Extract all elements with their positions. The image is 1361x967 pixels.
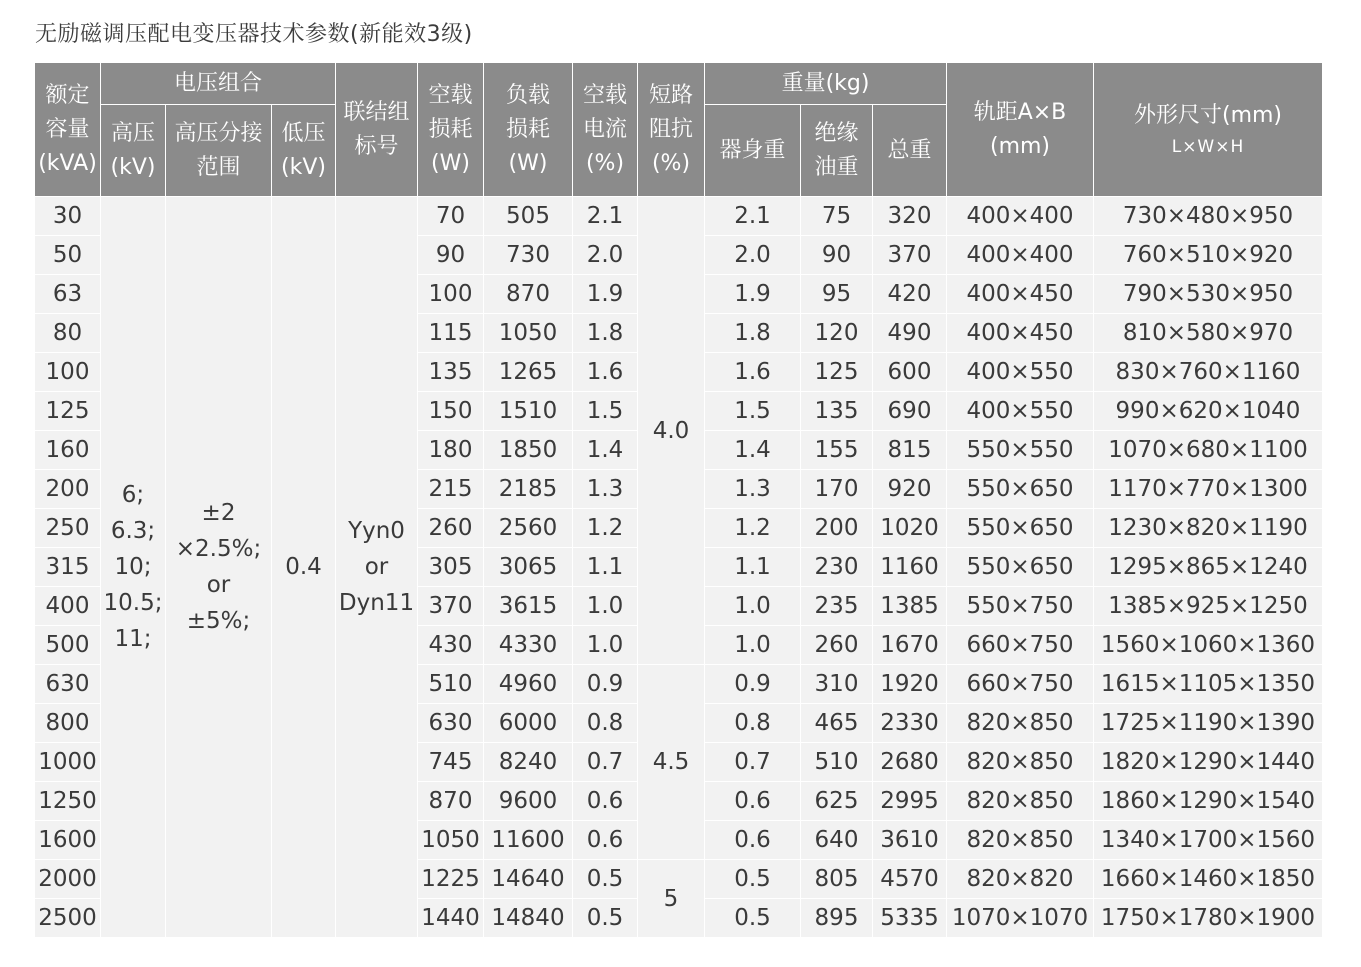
- cell-load-loss: 14640: [484, 860, 573, 899]
- cell-oil-weight: 200: [801, 509, 873, 548]
- cell-capacity: 2500: [35, 899, 101, 938]
- cell-gauge: 820×850: [947, 782, 1094, 821]
- cell-capacity: 250: [35, 509, 101, 548]
- cell-no-load-loss: 180: [418, 431, 484, 470]
- cell-gauge: 820×850: [947, 743, 1094, 782]
- cell-total-weight: 4570: [873, 860, 947, 899]
- cell-no-load-current: 1.3: [573, 470, 638, 509]
- cell-load-loss: 3065: [484, 548, 573, 587]
- cell-impedance: 5: [638, 860, 705, 938]
- cell-no-load-current: 0.6: [573, 782, 638, 821]
- cell-load-loss: 730: [484, 236, 573, 275]
- cell-body-weight: 1.0: [705, 587, 801, 626]
- cell-dimensions: 1820×1290×1440: [1094, 743, 1323, 782]
- header-body-weight: 器身重: [705, 105, 801, 197]
- page-title: 无励磁调压配电变压器技术参数(新能效3级): [35, 22, 473, 47]
- cell-oil-weight: 95: [801, 275, 873, 314]
- cell-no-load-current: 1.8: [573, 314, 638, 353]
- header-lv: 低压 (kV): [272, 105, 336, 197]
- cell-no-load-loss: 260: [418, 509, 484, 548]
- cell-gauge: 660×750: [947, 626, 1094, 665]
- cell-oil-weight: 510: [801, 743, 873, 782]
- cell-hv: 6; 6.3; 10; 10.5; 11;: [101, 197, 166, 938]
- cell-load-loss: 505: [484, 197, 573, 236]
- cell-total-weight: 1020: [873, 509, 947, 548]
- cell-no-load-current: 0.8: [573, 704, 638, 743]
- cell-gauge: 400×400: [947, 236, 1094, 275]
- cell-oil-weight: 235: [801, 587, 873, 626]
- cell-body-weight: 1.5: [705, 392, 801, 431]
- cell-capacity: 50: [35, 236, 101, 275]
- cell-load-loss: 11600: [484, 821, 573, 860]
- cell-dimensions: 810×580×970: [1094, 314, 1323, 353]
- cell-no-load-current: 2.0: [573, 236, 638, 275]
- cell-dimensions: 1750×1780×1900: [1094, 899, 1323, 938]
- cell-oil-weight: 170: [801, 470, 873, 509]
- cell-no-load-loss: 215: [418, 470, 484, 509]
- table-row: [35, 197, 1323, 236]
- cell-body-weight: 1.2: [705, 509, 801, 548]
- cell-capacity: 400: [35, 587, 101, 626]
- cell-body-weight: 0.9: [705, 665, 801, 704]
- cell-dimensions: 1340×1700×1560: [1094, 821, 1323, 860]
- cell-tap-range: ±2 ×2.5%; or ±5%;: [166, 197, 272, 938]
- cell-capacity: 1600: [35, 821, 101, 860]
- cell-total-weight: 1670: [873, 626, 947, 665]
- cell-capacity: 63: [35, 275, 101, 314]
- cell-capacity: 800: [35, 704, 101, 743]
- header-impedance: 短路 阻抗 (%): [638, 63, 705, 197]
- cell-no-load-loss: 115: [418, 314, 484, 353]
- cell-oil-weight: 625: [801, 782, 873, 821]
- cell-total-weight: 320: [873, 197, 947, 236]
- cell-no-load-current: 1.5: [573, 392, 638, 431]
- cell-total-weight: 1385: [873, 587, 947, 626]
- cell-body-weight: 0.8: [705, 704, 801, 743]
- cell-oil-weight: 135: [801, 392, 873, 431]
- cell-impedance: 4.5: [638, 665, 705, 860]
- cell-capacity: 630: [35, 665, 101, 704]
- cell-gauge: 400×550: [947, 392, 1094, 431]
- cell-dimensions: 1660×1460×1850: [1094, 860, 1323, 899]
- header-hv: 高压 (kV): [101, 105, 166, 197]
- cell-gauge: 820×850: [947, 821, 1094, 860]
- cell-load-loss: 1510: [484, 392, 573, 431]
- cell-dimensions: 1295×865×1240: [1094, 548, 1323, 587]
- cell-load-loss: 3615: [484, 587, 573, 626]
- cell-body-weight: 1.1: [705, 548, 801, 587]
- cell-dimensions: 730×480×950: [1094, 197, 1323, 236]
- cell-dimensions: 1170×770×1300: [1094, 470, 1323, 509]
- cell-oil-weight: 310: [801, 665, 873, 704]
- cell-gauge: 820×850: [947, 704, 1094, 743]
- cell-no-load-current: 1.0: [573, 587, 638, 626]
- cell-no-load-current: 0.5: [573, 899, 638, 938]
- cell-body-weight: 0.6: [705, 821, 801, 860]
- cell-body-weight: 0.5: [705, 899, 801, 938]
- cell-oil-weight: 75: [801, 197, 873, 236]
- header-capacity: 额定 容量 (kVA): [35, 63, 101, 197]
- cell-no-load-current: 0.5: [573, 860, 638, 899]
- cell-body-weight: 1.6: [705, 353, 801, 392]
- cell-no-load-loss: 630: [418, 704, 484, 743]
- header-voltage-group: 电压组合: [101, 63, 336, 105]
- cell-total-weight: 1160: [873, 548, 947, 587]
- cell-load-loss: 8240: [484, 743, 573, 782]
- cell-no-load-current: 1.4: [573, 431, 638, 470]
- cell-oil-weight: 230: [801, 548, 873, 587]
- cell-gauge: 550×650: [947, 470, 1094, 509]
- cell-load-loss: 14840: [484, 899, 573, 938]
- cell-capacity: 160: [35, 431, 101, 470]
- cell-no-load-loss: 430: [418, 626, 484, 665]
- cell-total-weight: 5335: [873, 899, 947, 938]
- cell-oil-weight: 465: [801, 704, 873, 743]
- cell-body-weight: 1.9: [705, 275, 801, 314]
- cell-no-load-loss: 135: [418, 353, 484, 392]
- cell-dimensions: 1615×1105×1350: [1094, 665, 1323, 704]
- cell-impedance: 4.0: [638, 197, 705, 665]
- header-no-load-loss: 空载 损耗 (W): [418, 63, 484, 197]
- cell-no-load-current: 0.7: [573, 743, 638, 782]
- cell-no-load-current: 0.9: [573, 665, 638, 704]
- cell-no-load-loss: 1225: [418, 860, 484, 899]
- header-gauge: 轨距A×B (mm): [947, 63, 1094, 197]
- cell-body-weight: 0.7: [705, 743, 801, 782]
- cell-gauge: 660×750: [947, 665, 1094, 704]
- cell-load-loss: 4960: [484, 665, 573, 704]
- cell-no-load-loss: 1050: [418, 821, 484, 860]
- cell-capacity: 80: [35, 314, 101, 353]
- cell-load-loss: 4330: [484, 626, 573, 665]
- cell-total-weight: 3610: [873, 821, 947, 860]
- cell-dimensions: 1860×1290×1540: [1094, 782, 1323, 821]
- cell-body-weight: 1.0: [705, 626, 801, 665]
- cell-no-load-loss: 100: [418, 275, 484, 314]
- header-load-loss: 负载 损耗 (W): [484, 63, 573, 197]
- cell-body-weight: 2.0: [705, 236, 801, 275]
- cell-no-load-loss: 90: [418, 236, 484, 275]
- cell-dimensions: 790×530×950: [1094, 275, 1323, 314]
- cell-capacity: 30: [35, 197, 101, 236]
- cell-gauge: 1070×1070: [947, 899, 1094, 938]
- cell-capacity: 125: [35, 392, 101, 431]
- cell-gauge: 400×450: [947, 275, 1094, 314]
- cell-dimensions: 990×620×1040: [1094, 392, 1323, 431]
- cell-body-weight: 1.3: [705, 470, 801, 509]
- cell-gauge: 550×750: [947, 587, 1094, 626]
- cell-gauge: 820×820: [947, 860, 1094, 899]
- cell-gauge: 550×550: [947, 431, 1094, 470]
- cell-no-load-current: 1.0: [573, 626, 638, 665]
- cell-no-load-loss: 305: [418, 548, 484, 587]
- cell-gauge: 400×400: [947, 197, 1094, 236]
- header-oil-weight: 绝缘 油重: [801, 105, 873, 197]
- cell-capacity: 315: [35, 548, 101, 587]
- cell-dimensions: 1725×1190×1390: [1094, 704, 1323, 743]
- cell-total-weight: 815: [873, 431, 947, 470]
- cell-total-weight: 920: [873, 470, 947, 509]
- cell-load-loss: 1050: [484, 314, 573, 353]
- cell-total-weight: 420: [873, 275, 947, 314]
- cell-total-weight: 600: [873, 353, 947, 392]
- cell-oil-weight: 155: [801, 431, 873, 470]
- cell-capacity: 100: [35, 353, 101, 392]
- cell-oil-weight: 260: [801, 626, 873, 665]
- cell-body-weight: 0.6: [705, 782, 801, 821]
- cell-capacity: 1000: [35, 743, 101, 782]
- cell-capacity: 1250: [35, 782, 101, 821]
- cell-no-load-loss: 370: [418, 587, 484, 626]
- cell-body-weight: 0.5: [705, 860, 801, 899]
- cell-oil-weight: 805: [801, 860, 873, 899]
- cell-gauge: 400×450: [947, 314, 1094, 353]
- cell-no-load-loss: 150: [418, 392, 484, 431]
- cell-body-weight: 1.8: [705, 314, 801, 353]
- cell-load-loss: 1850: [484, 431, 573, 470]
- cell-total-weight: 370: [873, 236, 947, 275]
- cell-gauge: 550×650: [947, 548, 1094, 587]
- cell-dimensions: 1230×820×1190: [1094, 509, 1323, 548]
- cell-capacity: 200: [35, 470, 101, 509]
- cell-capacity: 2000: [35, 860, 101, 899]
- cell-no-load-current: 1.2: [573, 509, 638, 548]
- cell-total-weight: 2330: [873, 704, 947, 743]
- cell-no-load-loss: 745: [418, 743, 484, 782]
- cell-dimensions: 830×760×1160: [1094, 353, 1323, 392]
- cell-no-load-current: 1.1: [573, 548, 638, 587]
- cell-capacity: 500: [35, 626, 101, 665]
- cell-load-loss: 2185: [484, 470, 573, 509]
- cell-total-weight: 1920: [873, 665, 947, 704]
- header-tap-range: 高压分接 范围: [166, 105, 272, 197]
- cell-dimensions: 1070×680×1100: [1094, 431, 1323, 470]
- cell-no-load-loss: 70: [418, 197, 484, 236]
- spec-table: [34, 62, 1323, 938]
- cell-no-load-loss: 510: [418, 665, 484, 704]
- header-no-load-current: 空载 电流 (%): [573, 63, 638, 197]
- cell-dimensions: 1385×925×1250: [1094, 587, 1323, 626]
- cell-load-loss: 870: [484, 275, 573, 314]
- cell-oil-weight: 125: [801, 353, 873, 392]
- cell-oil-weight: 895: [801, 899, 873, 938]
- cell-gauge: 550×650: [947, 509, 1094, 548]
- cell-no-load-loss: 870: [418, 782, 484, 821]
- cell-oil-weight: 640: [801, 821, 873, 860]
- header-total-weight: 总重: [873, 105, 947, 197]
- cell-total-weight: 490: [873, 314, 947, 353]
- cell-load-loss: 2560: [484, 509, 573, 548]
- cell-no-load-loss: 1440: [418, 899, 484, 938]
- cell-no-load-current: 2.1: [573, 197, 638, 236]
- header-dimensions: 外形尺寸(mm) L×W×H: [1094, 63, 1323, 197]
- cell-body-weight: 2.1: [705, 197, 801, 236]
- cell-total-weight: 2680: [873, 743, 947, 782]
- cell-no-load-current: 0.6: [573, 821, 638, 860]
- cell-no-load-current: 1.6: [573, 353, 638, 392]
- header-vector-group: 联结组 标号: [336, 63, 418, 197]
- cell-load-loss: 1265: [484, 353, 573, 392]
- cell-gauge: 400×550: [947, 353, 1094, 392]
- cell-oil-weight: 120: [801, 314, 873, 353]
- cell-body-weight: 1.4: [705, 431, 801, 470]
- cell-dimensions: 760×510×920: [1094, 236, 1323, 275]
- cell-total-weight: 2995: [873, 782, 947, 821]
- cell-oil-weight: 90: [801, 236, 873, 275]
- cell-lv: 0.4: [272, 197, 336, 938]
- cell-total-weight: 690: [873, 392, 947, 431]
- cell-load-loss: 9600: [484, 782, 573, 821]
- cell-dimensions: 1560×1060×1360: [1094, 626, 1323, 665]
- cell-vector-group: Yyn0 or Dyn11: [336, 197, 418, 938]
- cell-no-load-current: 1.9: [573, 275, 638, 314]
- header-weight: 重量(kg): [705, 63, 947, 105]
- cell-load-loss: 6000: [484, 704, 573, 743]
